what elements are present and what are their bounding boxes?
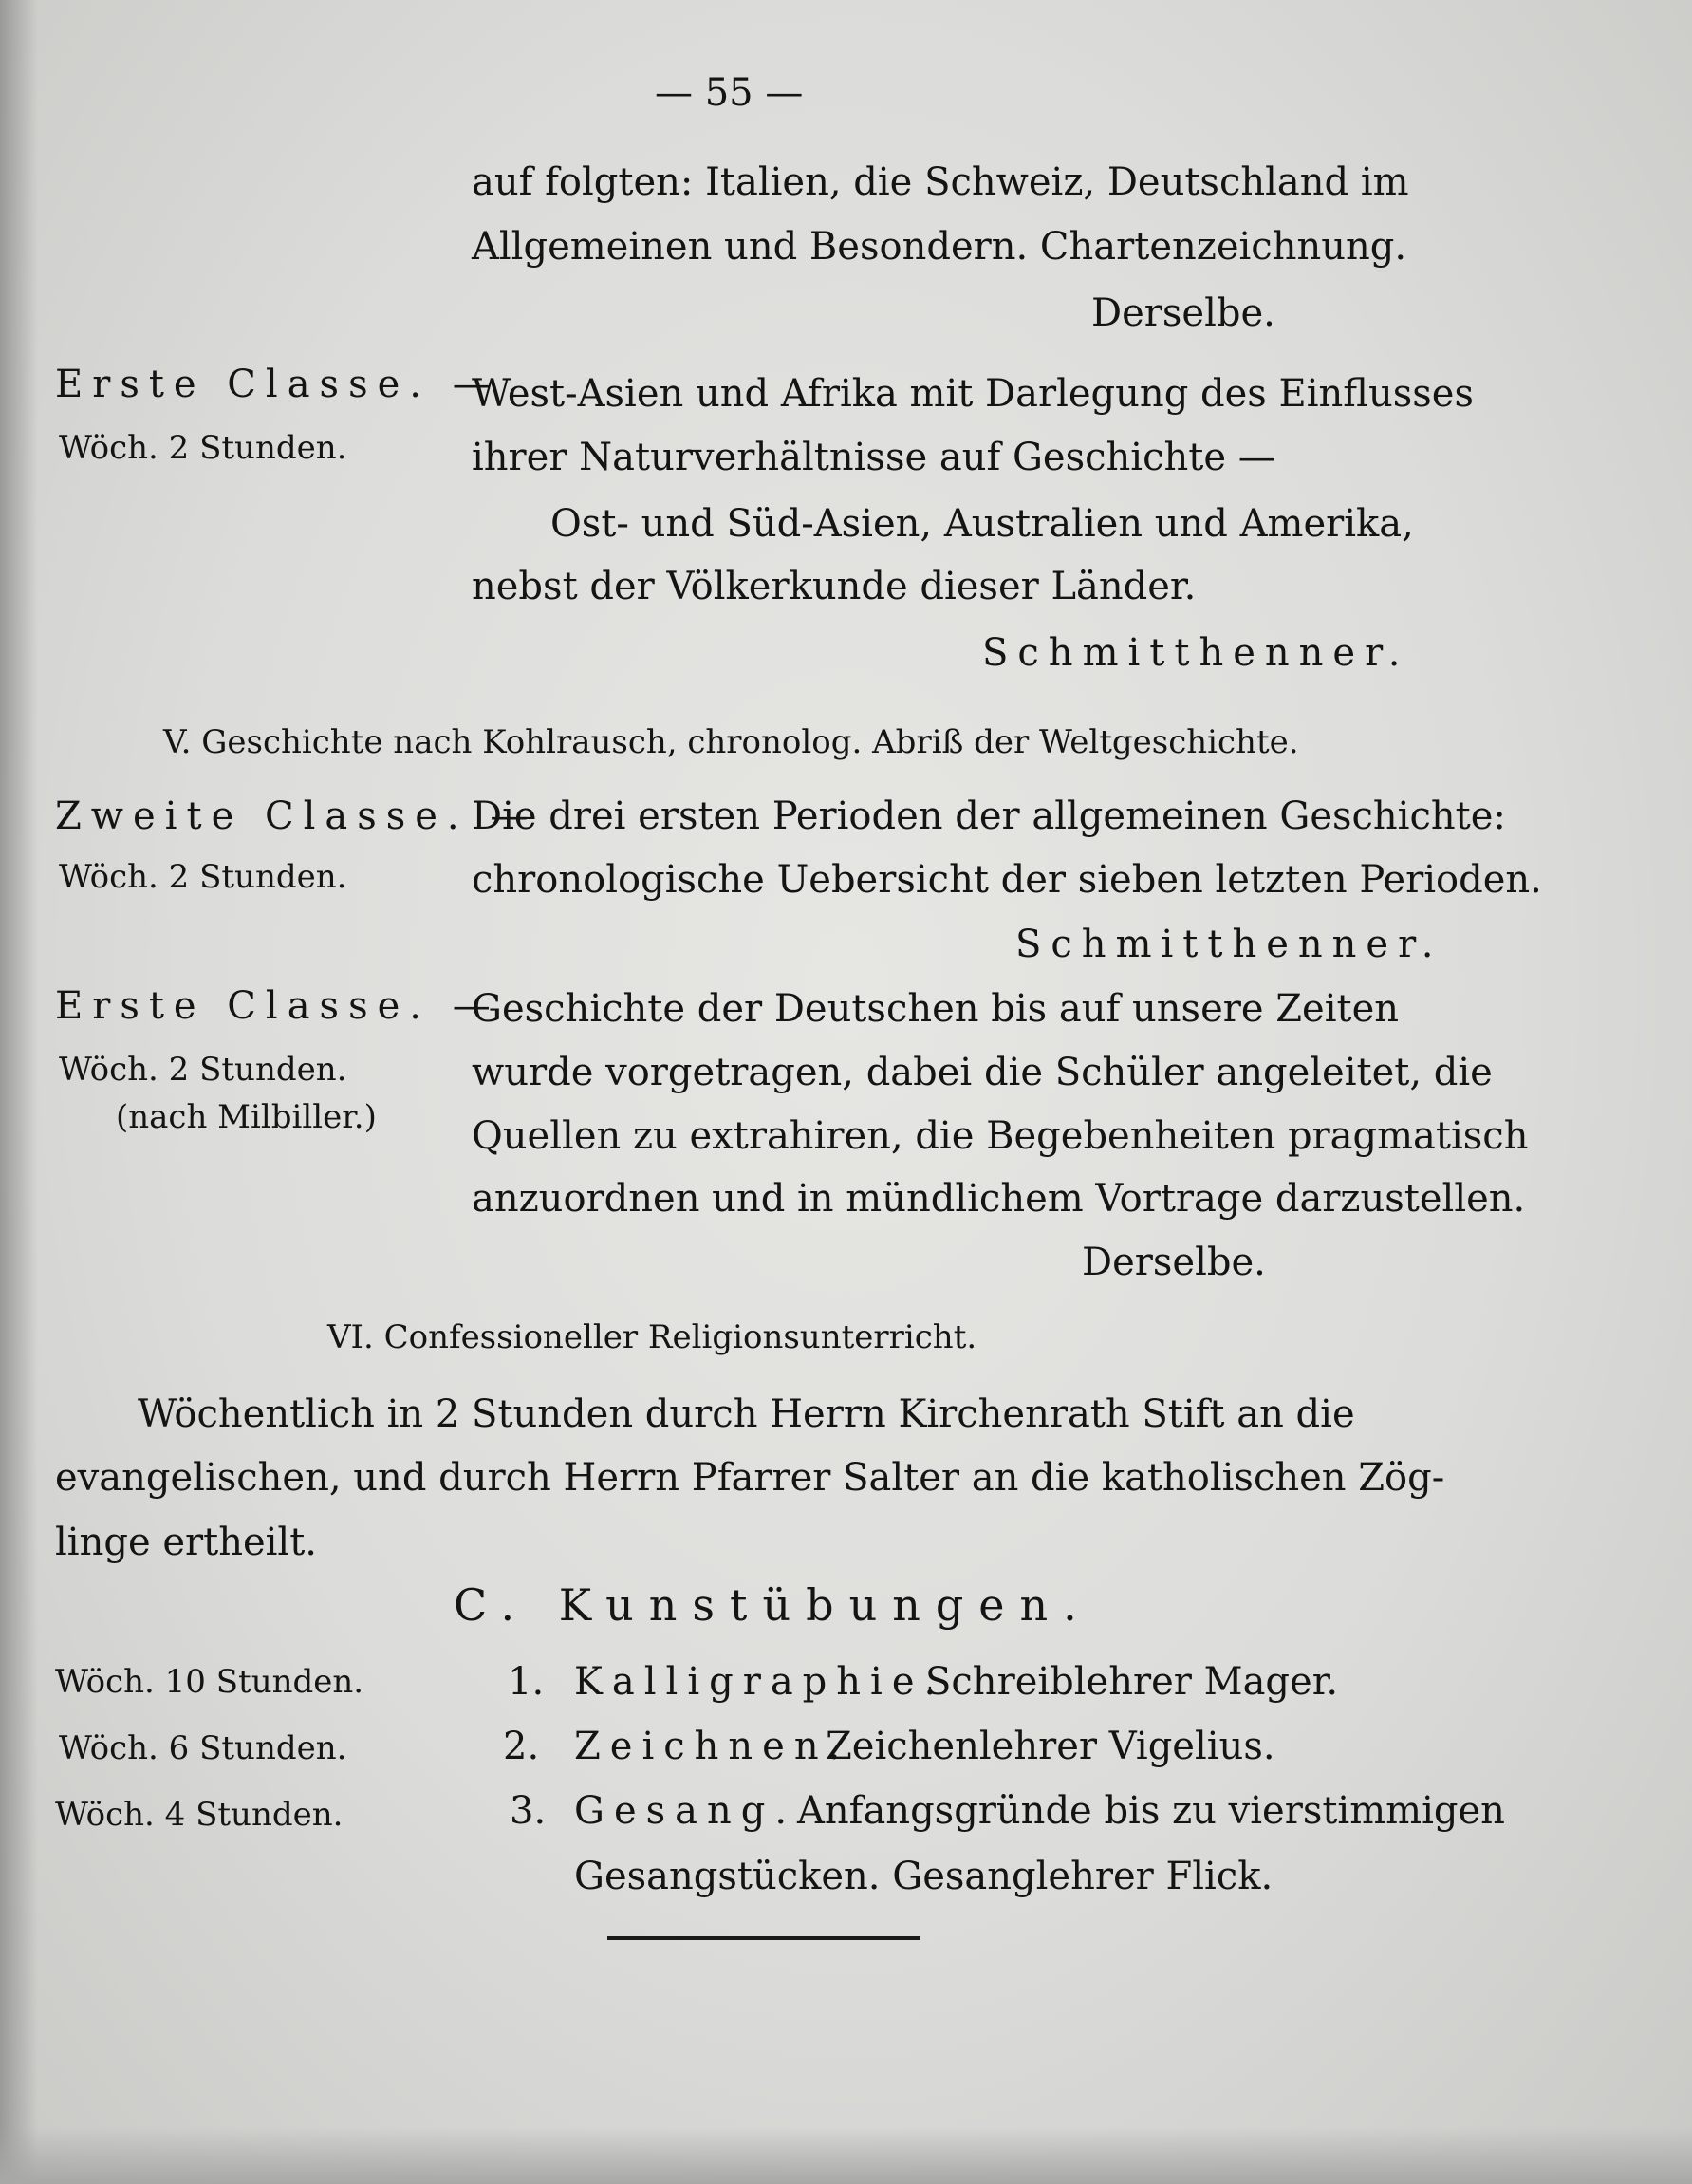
- kunst-item-1-hours: Wöch. 10 Stunden.: [55, 1663, 364, 1701]
- section-c-heading: C. Kunstübungen.: [454, 1579, 1092, 1631]
- geo-erste-teacher: Schmitthenner.: [982, 631, 1410, 675]
- hist-erste-note: (nach Milbiller.): [116, 1098, 377, 1136]
- hist-zweite-class-label: Zweite Classe. —: [55, 794, 538, 838]
- kunst-item-3-num: 3.: [510, 1789, 547, 1833]
- kunst-item-1-teacher: Schreiblehrer Mager.: [925, 1660, 1339, 1704]
- geo-erste-hours: Wöch. 2 Stunden.: [59, 429, 347, 467]
- section-vi-line-3: linge ertheilt.: [55, 1521, 318, 1564]
- kunst-item-3-subject: Gesang.: [574, 1789, 797, 1833]
- section-vi-heading: VI. Confessioneller Religionsunterricht.: [327, 1318, 977, 1356]
- hist-erste-line-2: wurde vorgetragen, dabei die Schüler angeleitet, die: [472, 1051, 1493, 1094]
- hist-zweite-teacher: Schmitthenner.: [1015, 923, 1443, 966]
- section-vi-line-1: Wöchentlich in 2 Stunden durch Herrn Kirchenrath Stift an die: [138, 1392, 1355, 1436]
- hist-erste-class-label: Erste Classe. —: [55, 984, 500, 1028]
- geo-erste-line-3: Ost- und Süd-Asien, Australien und Amerika,: [550, 502, 1414, 546]
- kunst-item-1-num: 1.: [508, 1660, 545, 1704]
- hist-zweite-line-1: Die drei ersten Perioden der allgemeinen Geschichte:: [472, 794, 1506, 838]
- kunst-item-2-hours: Wöch. 6 Stunden.: [59, 1729, 347, 1767]
- hist-erste-hours: Wöch. 2 Stunden.: [59, 1051, 347, 1089]
- kunst-item-3-hours: Wöch. 4 Stunden.: [55, 1796, 344, 1834]
- hist-zweite-hours: Wöch. 2 Stunden.: [59, 858, 347, 896]
- geo-erste-line-2: ihrer Naturverhältnisse auf Geschichte —: [472, 436, 1276, 479]
- kunst-item-2-num: 2.: [503, 1725, 540, 1768]
- kunst-item-2-subject: Zeichnen.: [574, 1725, 850, 1768]
- kunst-item-2-teacher: Zeichenlehrer Vigelius.: [826, 1725, 1275, 1768]
- intro-line-1: auf folgten: Italien, die Schweiz, Deutschland im: [472, 160, 1409, 204]
- page-number: — 55 —: [655, 71, 804, 115]
- hist-zweite-line-2: chronologische Uebersicht der sieben letzten Perioden.: [472, 858, 1542, 902]
- closing-rule: [607, 1936, 920, 1940]
- kunst-item-1-subject: Kalligraphie.: [574, 1660, 946, 1704]
- geo-erste-class-label: Erste Classe. —: [55, 363, 500, 406]
- hist-erste-teacher: Derselbe.: [1082, 1241, 1266, 1284]
- geo-erste-line-4: nebst der Völkerkunde dieser Länder.: [472, 565, 1197, 608]
- section-v-heading: V. Geschichte nach Kohlrausch, chronolog. Abriß der Weltgeschichte.: [163, 723, 1299, 761]
- kunst-item-3-teacher-cont: Gesangstücken. Gesanglehrer Flick.: [574, 1855, 1274, 1898]
- section-vi-line-2: evangelischen, und durch Herrn Pfarrer Salter an die katholischen Zög-: [55, 1456, 1445, 1500]
- intro-line-2: Allgemeinen und Besondern. Chartenzeichnung.: [472, 225, 1407, 269]
- hist-erste-line-4: anzuordnen und in mündlichem Vortrage darzustellen.: [472, 1177, 1526, 1221]
- geo-erste-line-1: West-Asien und Afrika mit Darlegung des Einflusses: [472, 372, 1474, 416]
- kunst-item-3-teacher: Anfangsgründe bis zu vierstimmigen: [797, 1789, 1505, 1833]
- intro-teacher: Derselbe.: [1091, 291, 1275, 335]
- page-bottom-shadow: [0, 2127, 1692, 2184]
- page-edge-shadow: [0, 0, 38, 2184]
- hist-erste-line-1: Geschichte der Deutschen bis auf unsere Zeiten: [472, 987, 1400, 1031]
- hist-erste-line-3: Quellen zu extrahiren, die Begebenheiten pragmatisch: [472, 1114, 1529, 1158]
